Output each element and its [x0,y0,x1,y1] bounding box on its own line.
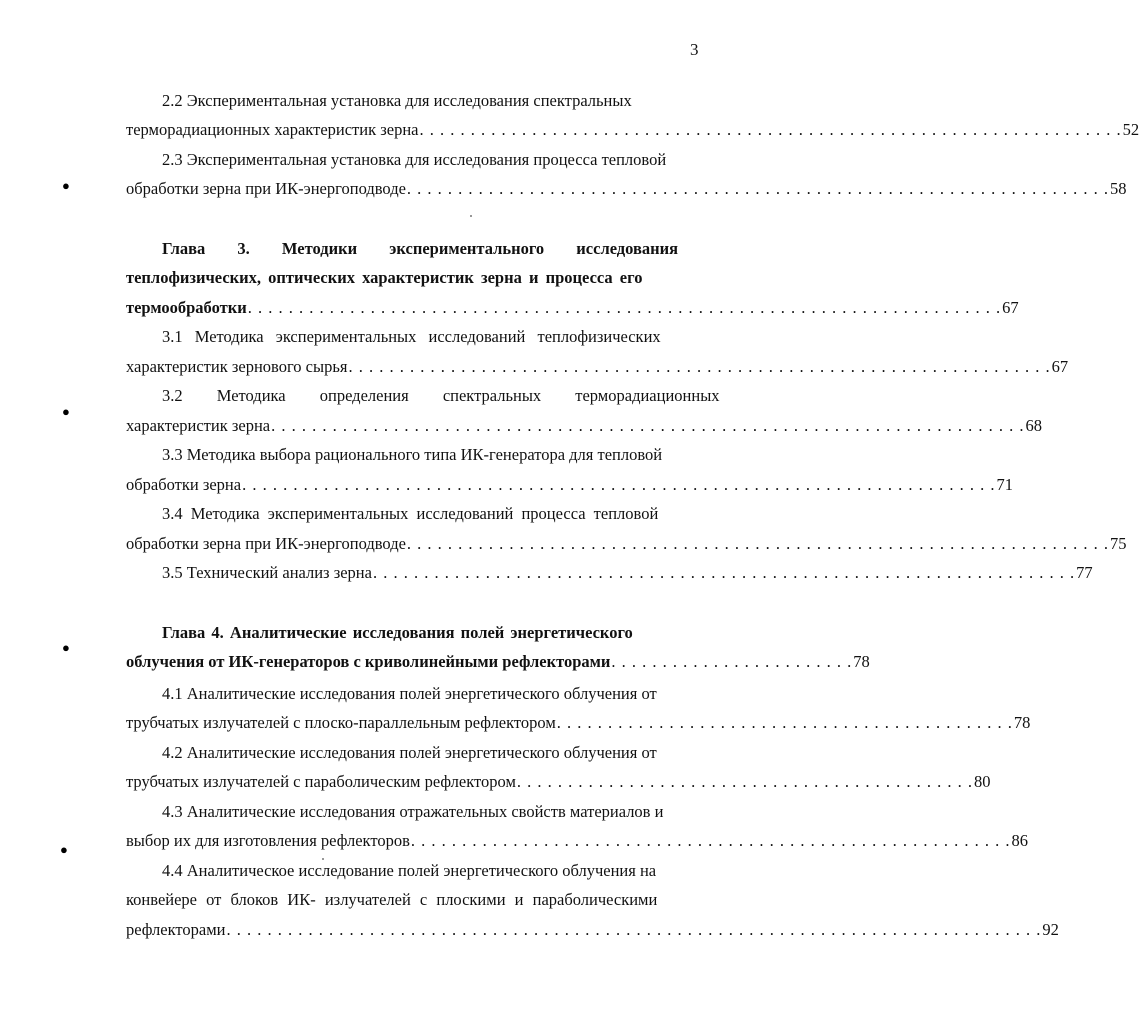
toc-entry-3-2[interactable] [126,378,1042,437]
toc-line [126,378,720,408]
toc-line [126,734,702,764]
toc-line [126,289,1019,319]
toc-entry-text: 4.2 Аналитические исследования полей энергетического облучения от [162,742,657,762]
toc-entry-text: Глава 3. Методики экспериментального исследования [162,238,679,258]
toc-entry-text: термообработки [126,297,247,317]
toc-line [126,525,1127,555]
toc-line [126,644,870,674]
toc-page-number: 68 [1025,415,1042,435]
toc-line [126,348,1069,378]
toc-entry-chapter-3[interactable] [126,230,1019,319]
toc-page-number: 86 [1011,831,1029,850]
toc-entry-3-4[interactable] [126,496,1127,555]
toc-entry-text: 2.2 Экспериментальная установка для исследования спектральных [162,90,632,110]
toc-entry-text: 4.3 Аналитические исследования отражательных свойств материалов и [162,801,664,821]
toc-entry-text: 3.2 Методика определения спектральных терморадиационных [162,386,720,405]
dot-leader: . . . . . . . . . . . . . . . . . . . . . . . . . . . . . . . . . . . . . . . . . . . . . . . . . . . . . . . . . . . . . . . . . . . . . [372,563,1076,582]
toc-entry-text: обработки зерна при ИК-энергоподводе [126,533,406,553]
toc-entry-2-2[interactable] [126,82,1139,141]
dot-leader: . . . . . . . . . . . . . . . . . . . . . . . . . . . . . . . . . . . . . . . . . . . . . [516,772,974,791]
toc-page-number: 78 [1013,713,1031,732]
toc-line [126,823,1029,853]
binder-mark-3: ● [62,640,70,655]
toc-page-number: 77 [1076,563,1093,582]
toc-line [126,319,702,349]
toc-line [126,793,702,823]
toc-line [126,675,702,705]
toc-line [126,112,1139,142]
toc-line [126,496,702,526]
table-of-contents [126,82,1139,941]
toc-line [126,466,1013,496]
toc-entry-3-5[interactable] [126,555,1093,585]
toc-entry-text: трубчатых излучателей с параболическим рефлектором [126,772,516,791]
dot-leader: . . . . . . . . . . . . . . . . . . . . . . . . . . . . . . . . . . . . . . . . . . . . . . . . . . . . . . . . . . . [410,831,1011,850]
toc-entry-4-1[interactable] [126,675,1031,734]
dot-leader: . . . . . . . . . . . . . . . . . . . . . . . . . . . . . . . . . . . . . . . . . . . . . . . . . . . . . . . . . . . . . . . . . . . . . [406,533,1110,553]
toc-entry-text: характеристик зерна [126,415,271,435]
toc-entry-text: 3.5 Технический анализ зерна [162,563,372,582]
toc-page-number: 92 [1042,919,1059,939]
dot-leader: . . . . . . . . . . . . . . . . . . . . . . . . . . . . . . . . . . . . . . . . . . . . . . . . . . . . . . . . . . . . . . . . . . . . . [348,356,1051,376]
toc-page-number: 71 [996,474,1013,494]
dot-leader: . . . . . . . . . . . . . . . . . . . . . . . . . . . . . . . . . . . . . . . . . . . . . . . . . . . . . . . . . . . . . . . . . . . . . [419,120,1122,139]
toc-line [126,852,702,882]
toc-entry-chapter-4[interactable] [126,614,870,673]
dot-leader: . . . . . . . . . . . . . . . . . . . . . . . . . . . . . . . . . . . . . . . . . . . . . . . . . . . . . . . . . . . . . . . . . . . . . . . . . . . . . . . . [226,919,1042,939]
toc-line [126,82,702,112]
toc-line [126,614,702,644]
toc-entry-text: рефлекторами [126,919,226,939]
toc-entry-text: обработки зерна при ИК-энергоподводе [126,179,406,198]
dot-leader: . . . . . . . . . . . . . . . . . . . . . . . . . . . . . . . . . . . . . . . . . . . . . . . . . . . . . . . . . . . . . . . . . . . . . . . . . . [247,297,1002,317]
toc-page-number: 75 [1110,533,1127,553]
toc-entry-text: трубчатых излучателей с плоско-параллельным рефлектором [126,713,556,732]
toc-line [126,882,702,912]
binder-mark-2: ● [62,404,70,419]
toc-entry-4-2[interactable] [126,734,991,793]
toc-entry-text: выбор их для изготовления рефлекторов [126,831,410,850]
toc-entry-text: 4.4 Аналитическое исследование полей энергетического облучения на [162,860,657,880]
toc-entry-text: конвейере от блоков ИК- излучателей с плоскими и параболическими [126,890,658,909]
toc-line [126,764,991,794]
toc-entry-3-1[interactable] [126,319,1069,378]
toc-line [126,407,1042,437]
toc-line [126,705,1031,735]
toc-line [126,555,1093,585]
toc-entry-text: 3.4 Методика экспериментальных исследований процесса тепловой [162,504,659,523]
toc-entry-text: 3.3 Методика выбора рационального типа ИК-генератора для тепловой [162,445,663,464]
binder-mark-1: ● [62,178,70,193]
toc-page-number: 78 [853,652,870,671]
toc-entry-2-3[interactable] [126,141,1127,200]
binder-mark-4: ● [60,842,68,857]
toc-entry-text: теплофизических, оптических характеристик зерна и процесса его [126,268,643,287]
toc-line [126,230,702,260]
dot-leader: . . . . . . . . . . . . . . . . . . . . . . . . . . . . . . . . . . . . . . . . . . . . . . . . . . . . . . . . . . . . . . . . . . . . . . . . . . [271,415,1025,435]
toc-line [126,911,1059,941]
dot-leader: . . . . . . . . . . . . . . . . . . . . . . . . . . . . . . . . . . . . . . . . . . . . . [556,713,1013,732]
dot-leader: . . . . . . . . . . . . . . . . . . . . . . . . [611,652,853,671]
page-number: 3 [690,40,699,59]
toc-page-number: 80 [974,772,991,791]
dot-leader: . . . . . . . . . . . . . . . . . . . . . . . . . . . . . . . . . . . . . . . . . . . . . . . . . . . . . . . . . . . . . . . . . . . . . . . . . . [242,474,996,494]
toc-entry-text: обработки зерна [126,474,242,494]
toc-entry-text: Глава 4. Аналитические исследования полей энергетического [162,622,633,642]
toc-page-number: 67 [1051,356,1069,376]
toc-entry-text: характеристик зернового сырья [126,356,348,376]
dot-leader: . . . . . . . . . . . . . . . . . . . . . . . . . . . . . . . . . . . . . . . . . . . . . . . . . . . . . . . . . . . . . . . . . . . . . [406,179,1110,198]
spacer [126,200,702,230]
toc-entry-3-3[interactable] [126,437,1013,496]
toc-entry-4-3[interactable] [126,793,1029,852]
toc-entry-text: терморадиационных характеристик зерна [126,120,419,139]
spacer [126,584,702,614]
toc-entry-text: облучения от ИК-генераторов с криволинейными рефлекторами [126,652,611,671]
toc-page-number: 52 [1122,120,1139,139]
toc-entry-text: 3.1 Методика экспериментальных исследований теплофизических [162,327,661,346]
toc-entry-text: 2.3 Экспериментальная установка для исследования процесса тепловой [162,149,667,169]
toc-line [126,171,1127,201]
toc-line [126,260,702,290]
toc-entry-text: 4.1 Аналитические исследования полей энергетического облучения от [162,683,657,703]
toc-line [126,437,702,467]
toc-line [126,141,702,171]
toc-entry-4-4[interactable] [126,852,1059,941]
toc-page-number: 67 [1002,297,1019,317]
toc-page-number: 58 [1110,179,1127,198]
